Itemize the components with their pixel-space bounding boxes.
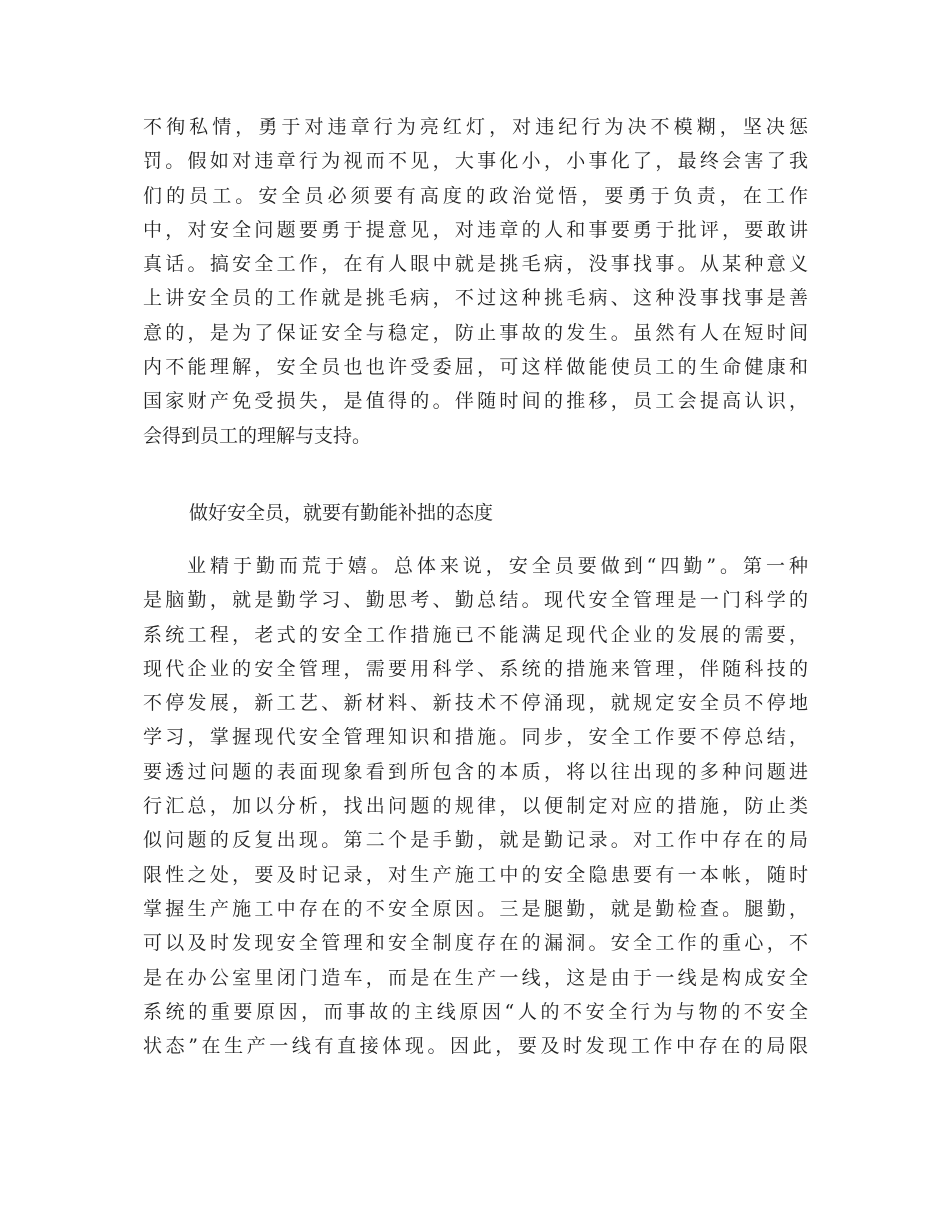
paragraph-line: 国家财产免受损失，是值得的。伴随时间的推移，员工会提高认识， bbox=[143, 390, 808, 413]
paragraph-2 bbox=[143, 549, 808, 1063]
paragraph-line: 不徇私情，勇于对违章行为亮红灯，对违纪行为决不模糊，坚决惩 bbox=[143, 116, 808, 138]
paragraph-line: 是在办公室里闭门造车，而是在生产一线，这是由于一线是构成安全 bbox=[143, 966, 808, 989]
paragraph-line: 意的，是为了保证安全与稳定，防止事故的发生。虽然有人在短时间 bbox=[143, 321, 808, 344]
paragraph-line: 状态”在生产一线有直接体现。因此，要及时发现工作中存在的局限 bbox=[143, 1035, 808, 1058]
paragraph-line: 内不能理解，安全员也也许受委屈，可这样做能使员工的生命健康和 bbox=[143, 356, 808, 379]
paragraph-line: 上讲安全员的工作就是挑毛病，不过这种挑毛病、这种没事找事是善 bbox=[143, 287, 808, 310]
paragraph-line: 中，对安全问题要勇于提意见，对违章的人和事要勇于批评，要敢讲 bbox=[143, 218, 808, 241]
paragraph-line: 掌握生产施工中存在的不安全原因。三是腿勤，就是勤检查。腿勤， bbox=[143, 897, 808, 920]
paragraph-line: 行汇总，加以分析，找出问题的规律，以便制定对应的措施，防止类 bbox=[143, 795, 808, 818]
paragraph-line: 要透过问题的表面现象看到所包含的本质，将以往出现的多种问题进 bbox=[143, 760, 808, 783]
paragraph-line: 们的员工。安全员必须要有高度的政治觉悟，要勇于负责，在工作 bbox=[143, 184, 808, 207]
paragraph-line: 会得到员工的理解与支持。 bbox=[143, 424, 372, 447]
paragraph-line: 系统的重要原因，而事故的主线原因“人的不安全行为与物的不安全 bbox=[143, 1000, 808, 1023]
paragraph-line: 罚。假如对违章行为视而不见，大事化小，小事化了，最终会害了我 bbox=[143, 150, 808, 173]
paragraph-line: 是脑勤，就是勤学习、勤思考、勤总结。现代安全管理是一门科学的 bbox=[143, 589, 808, 612]
paragraph-line: 可以及时发现安全管理和安全制度存在的漏洞。安全工作的重心，不 bbox=[143, 932, 808, 955]
paragraph-line: 真话。搞安全工作，在有人眼中就是挑毛病，没事找事。从某种意义 bbox=[143, 253, 808, 276]
section-heading: 做好安全员，就要有勤能补拙的态度 bbox=[189, 502, 494, 524]
paragraph-line: 限性之处，要及时记录，对生产施工中的安全隐患要有一本帐，随时 bbox=[143, 863, 808, 886]
paragraph-line: 系统工程，老式的安全工作措施已不能满足现代企业的发展的需要， bbox=[143, 623, 808, 646]
paragraph-line: 学习，掌握现代安全管理知识和措施。同步，安全工作要不停总结， bbox=[143, 726, 808, 749]
paragraph-line: 现代企业的安全管理，需要用科学、系统的措施来管理，伴随科技的 bbox=[143, 657, 808, 680]
paragraph-line: 业精于勤而荒于嬉。总体来说，安全员要做到“四勤”。第一种 bbox=[187, 555, 808, 577]
paragraph-1 bbox=[143, 110, 808, 453]
paragraph-line: 不停发展，新工艺、新材料、新技术不停涌现，就规定安全员不停地 bbox=[143, 692, 808, 715]
paragraph-line: 似问题的反复出现。第二个是手勤，就是勤记录。对工作中存在的局 bbox=[143, 829, 808, 852]
